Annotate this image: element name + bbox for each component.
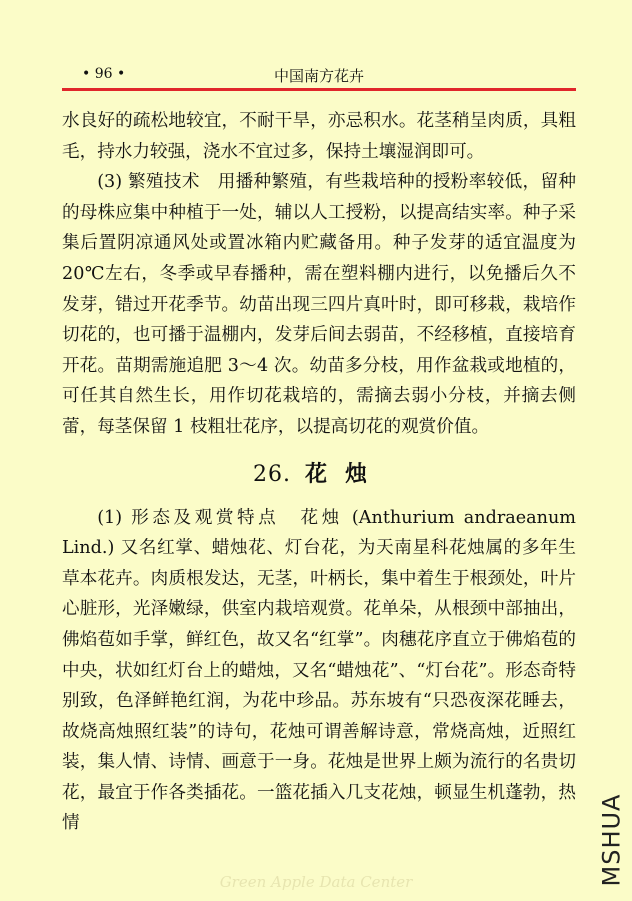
continuation-paragraph: 水良好的疏松地较宜，不耐干旱，亦忌积水。花茎稍呈肉质，具粗毛，持水力较强，浇水不宜过多，保持土壤湿润即可。	[62, 111, 576, 162]
side-watermark	[593, 790, 629, 890]
running-title: 中国南方花卉	[273, 67, 364, 85]
section-number: 26.	[252, 461, 291, 487]
section-heading	[62, 461, 576, 488]
section-title: 花烛	[304, 460, 385, 487]
side-watermark-text: MSHUA	[597, 793, 626, 887]
page-number: • 96 •	[82, 66, 126, 82]
page-header	[62, 64, 576, 88]
page-content	[62, 106, 576, 839]
propagation-paragraph: (3) 繁殖技术 用播种繁殖，有些栽培种的授粉率较低，留种的母株应集中种植于一处，辅以人工授粉，以提高结实率。种子采集后置阴凉通风处或置冰箱内贮藏备用。种子发芽的适宜温度为 20℃左右，冬季或早春播种，需在塑料棚内进行，以免播后久不发芽，错过开花季节。幼苗出现三四片真叶时，即可移栽，栽培作切花的，也可播于温棚内，发芽后间去弱苗，不经移植，直接培育开花。苗期需施追肥 3～4 次。幼苗多分枝，用作盆栽或地植的，可任其自然生长，用作切花栽培的，需摘去弱小分枝，并摘去侧蕾，每茎保留 1 枝粗壮花序，以提高切花的观赏价值。	[62, 172, 576, 437]
header-rule	[62, 88, 576, 91]
footer-watermark: Green Apple Data Center	[219, 873, 413, 891]
morphology-paragraph: (1) 形态及观赏特点 花烛 (Anthurium andraeanum Lind.) 又名红掌、蜡烛花、灯台花，为天南星科花烛属的多年生草本花卉。肉质根发达，无茎，叶柄长，集中着生于根颈处，叶片心脏形，光泽嫩绿，供室内栽培观赏。花单朵，从根颈中部抽出，佛焰苞如手掌，鲜红色，故又名“红掌”。肉穗花序直立于佛焰苞的中央，状如红灯台上的蜡烛，又名“蜡烛花”、“灯台花”。形态奇特别致，色泽鲜艳红润，为花中珍品。苏东坡有“只恐夜深花睡去，故烧高烛照红装”的诗句，花烛可谓善解诗意，常烧高烛，近照红装，集人情、诗情、画意于一身。花烛是世界上颇为流行的名贵切花，最宜于作各类插花。一篮花插入几支花烛，顿显生机蓬勃，热情	[62, 507, 576, 834]
